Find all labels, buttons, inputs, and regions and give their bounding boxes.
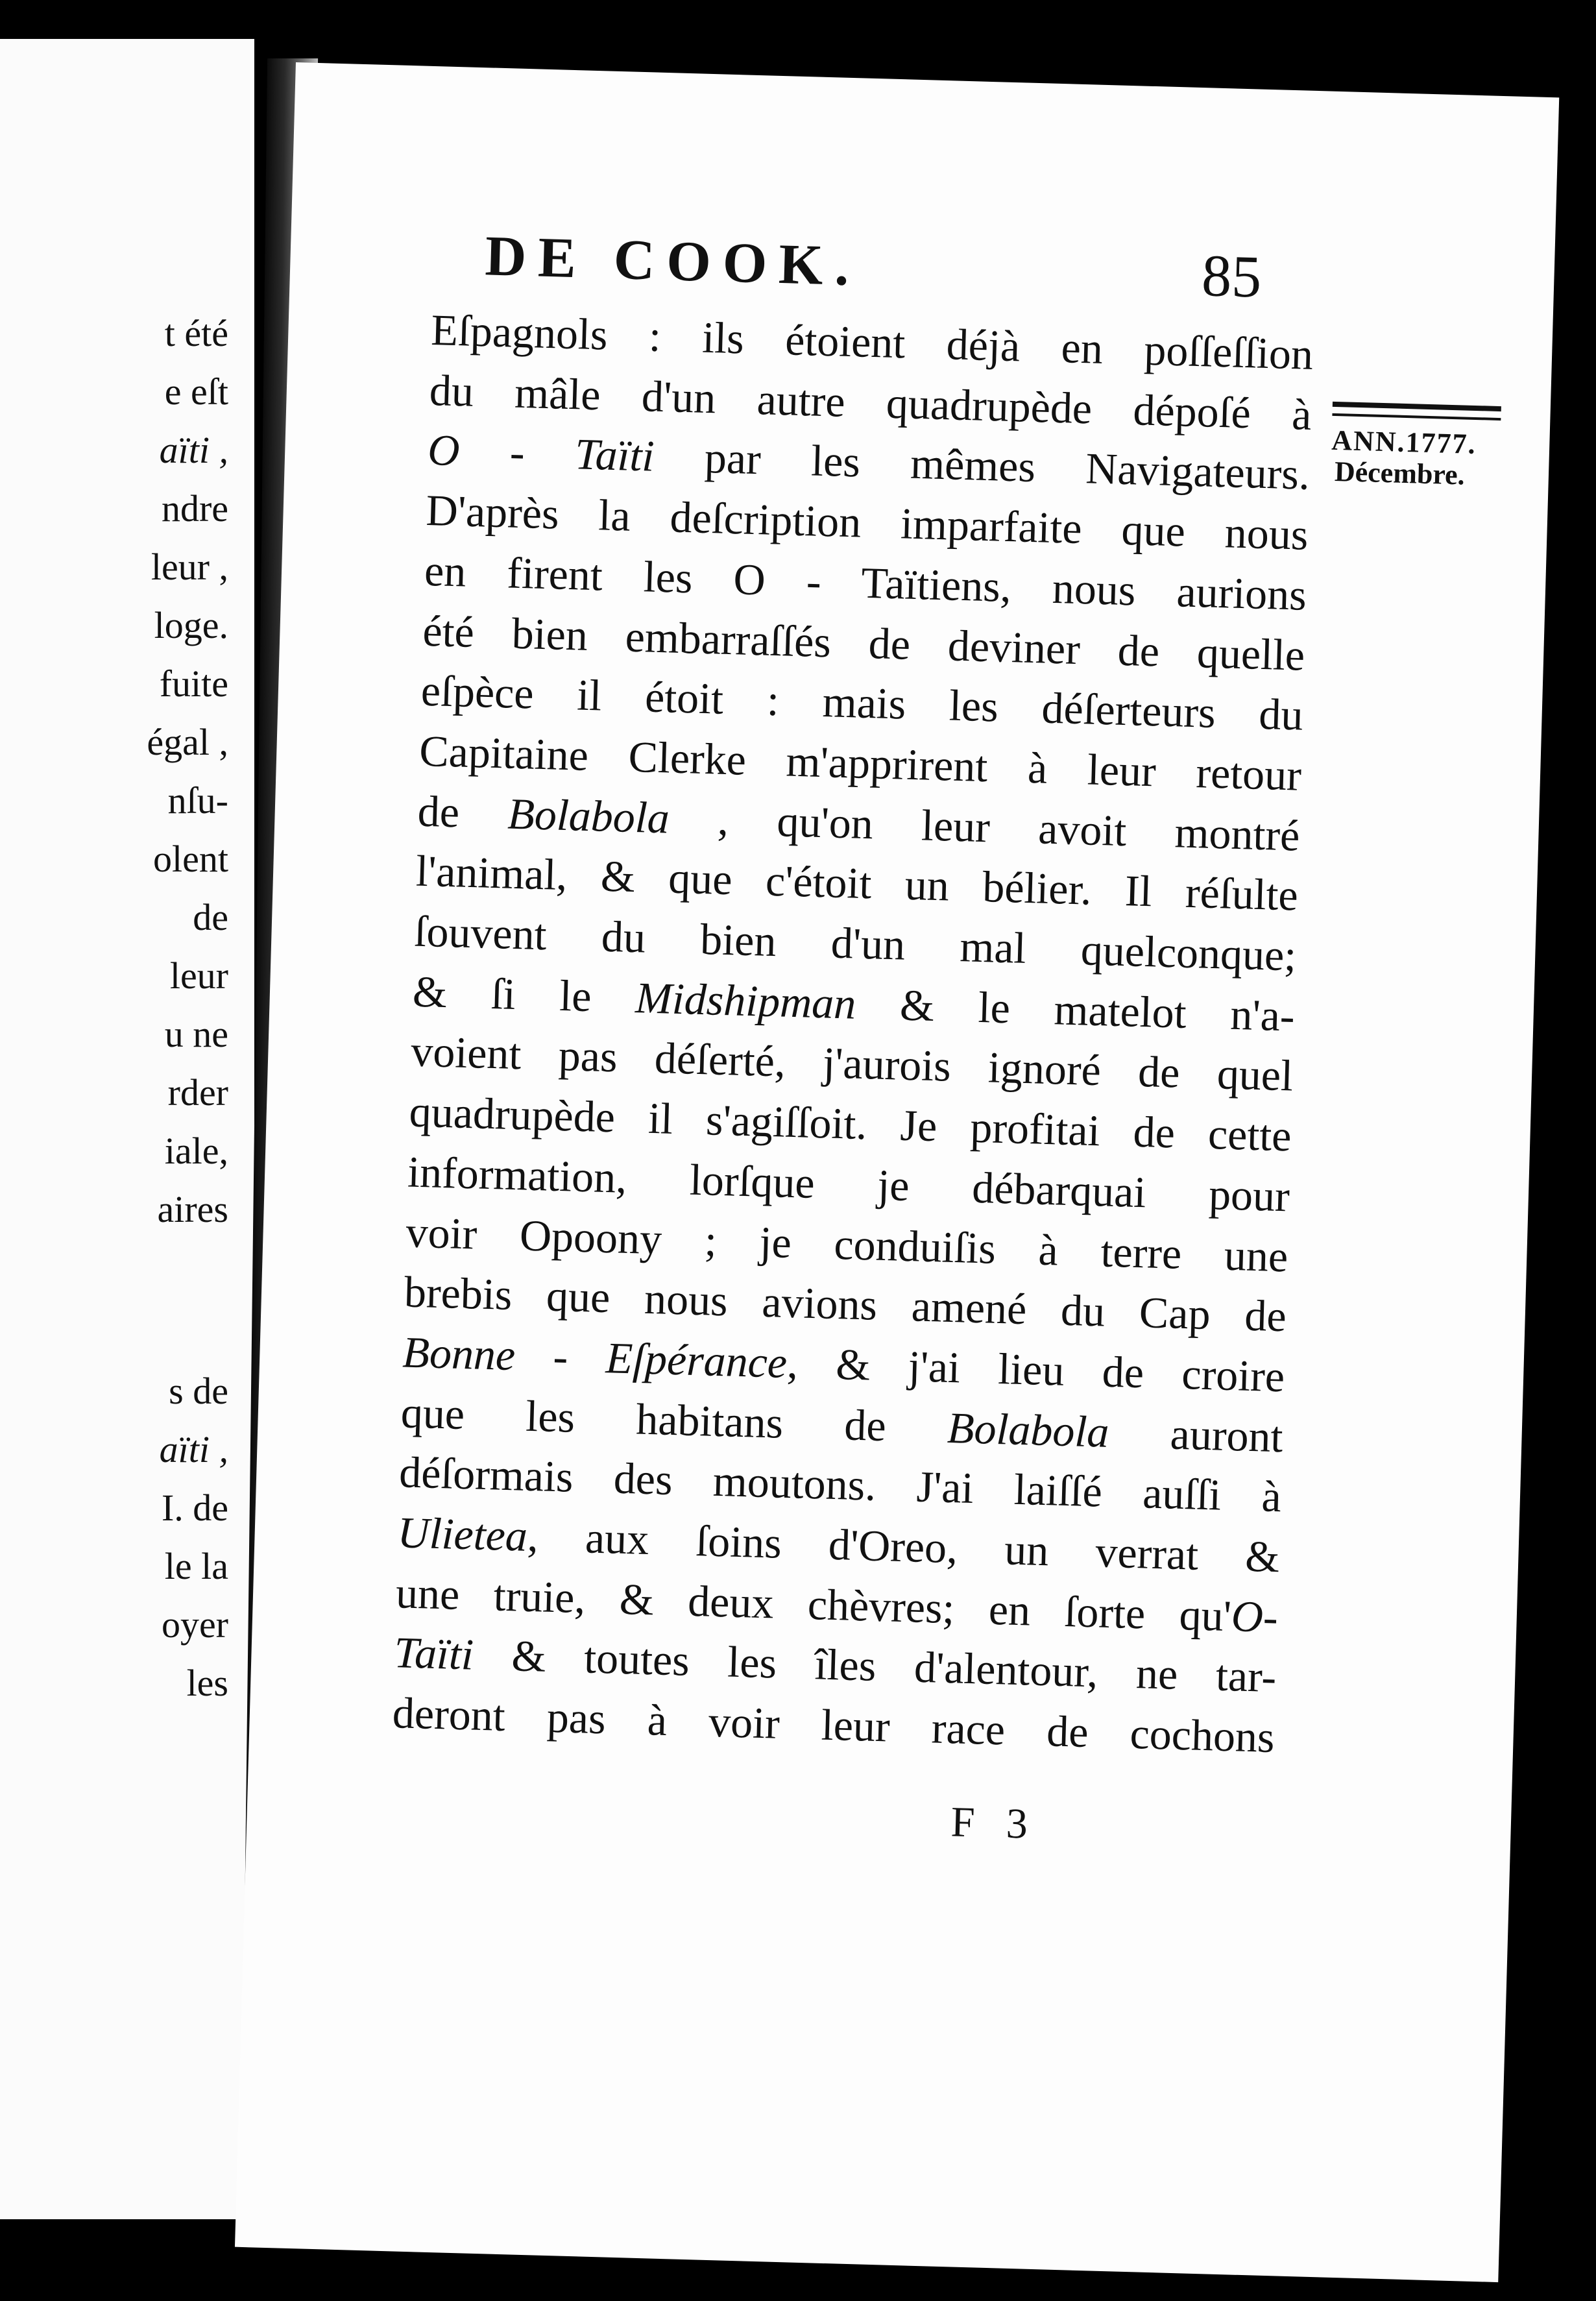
left-line-fragment: aires xyxy=(157,1188,228,1230)
left-line-fragment: les xyxy=(186,1662,228,1704)
left-line-fragment: u ne xyxy=(164,1013,228,1055)
left-line-fragment: rder xyxy=(167,1071,228,1114)
text-run: été bien embarraſſés de deviner de quelle xyxy=(422,605,1306,680)
italic-text: O- xyxy=(1230,1590,1279,1642)
margin-rule-thin xyxy=(1332,413,1501,420)
margin-note xyxy=(1330,402,1501,493)
text-run: deront pas à voir leur race de cochons xyxy=(391,1688,1276,1762)
left-line-fragment: nſu- xyxy=(167,779,228,822)
text-run: Eſpagnols : ils étoient déjà en poſſeſſion xyxy=(430,304,1314,379)
text-run: & le matelot n'a- xyxy=(855,979,1296,1041)
text-run: information, lorſque je débarquai pour xyxy=(407,1147,1290,1221)
text-run: & toutes les îles d'alentour, ne tar- xyxy=(472,1630,1277,1702)
left-line-fragment: aïti , xyxy=(159,1428,228,1470)
text-run: voient pas déſerté, j'aurois ignoré de quel xyxy=(410,1027,1294,1101)
text-run: du mâle d'un autre quadrupède dépoſé à xyxy=(428,365,1312,439)
text-run: par les mêmes Navigateurs. xyxy=(653,432,1311,500)
left-line-fragment: leur , xyxy=(151,546,228,588)
left-line-fragment: fuite xyxy=(159,663,228,705)
italic-text: Ulietea xyxy=(396,1507,528,1561)
text-run: une truie, & deux chèvres; en ſorte qu' xyxy=(395,1568,1233,1640)
left-line-fragment: loge. xyxy=(154,604,228,646)
margin-rule-thick xyxy=(1333,402,1501,411)
text-run: l'animal, & que c'étoit un bélier. Il réſulte xyxy=(415,846,1299,920)
text-run: que les habitans de xyxy=(400,1387,949,1452)
running-head: DE COOK. xyxy=(484,225,862,298)
left-line-fragment: t été xyxy=(164,312,228,354)
text-run: , qu'on leur avoit montré xyxy=(668,793,1301,860)
body-text xyxy=(392,300,1314,1768)
margin-note-year: ANN.1777. xyxy=(1331,424,1477,461)
italic-text: Bolabola xyxy=(507,788,670,843)
text-run: en firent les O - Taïtiens, nous aurions xyxy=(424,545,1307,620)
left-line-fragment: oyer xyxy=(161,1603,228,1646)
left-line-fragment: olent xyxy=(153,838,228,880)
text-run: Capitaine Clerke m'apprirent à leur retour xyxy=(418,725,1302,800)
text-run: voir Opoony ; je conduiſis à terre une xyxy=(405,1207,1289,1281)
left-line-fragment: iale, xyxy=(164,1130,228,1172)
italic-text: Bolabola xyxy=(947,1402,1110,1457)
text-run: de xyxy=(417,786,509,838)
signature-mark: F 3 xyxy=(950,1798,1039,1848)
italic-text: Midshipman xyxy=(635,972,857,1029)
left-page-fragment xyxy=(0,39,254,2219)
text-run: déſormais des moutons. J'ai laiſſé auſſi à xyxy=(398,1447,1282,1522)
margin-note-month: Décembre. xyxy=(1334,456,1466,491)
italic-text: O - Taïti xyxy=(427,425,655,481)
left-line-fragment: I. de xyxy=(161,1487,228,1529)
text-run: & ſi le xyxy=(412,966,636,1022)
left-line-fragment: e eſt xyxy=(164,371,228,413)
left-line-fragment: ndre xyxy=(161,487,228,530)
left-line-fragment: s de xyxy=(169,1370,228,1412)
italic-text: Taïti xyxy=(393,1627,474,1680)
text-run: ſouvent du bien d'un mal quelconque; xyxy=(413,906,1298,980)
text-run: brebis que nous avions amené du Cap de xyxy=(404,1267,1287,1341)
left-line-fragment: aïti , xyxy=(159,429,228,471)
text-run: auront xyxy=(1108,1407,1284,1461)
italic-text: Bonne - Eſpérance xyxy=(402,1327,788,1387)
text-run: quadrupède il s'agiſſoit. Je profitai de cette xyxy=(408,1086,1292,1161)
text-run: , & j'ai lieu de croire xyxy=(786,1337,1286,1402)
text-run: D'après la deſcription imparfaite que nous xyxy=(425,485,1309,559)
left-line-fragment: leur xyxy=(169,955,228,997)
right-page xyxy=(235,62,1559,2282)
left-line-fragment: de xyxy=(193,896,228,938)
left-line-fragment: le la xyxy=(164,1545,228,1587)
page-number: 85 xyxy=(1200,242,1263,310)
text-run: , aux ſoins d'Oreo, un verrat & xyxy=(526,1511,1281,1582)
text-run: eſpèce il étoit : mais les déſerteurs du xyxy=(420,666,1304,740)
left-line-fragment: égal , xyxy=(147,721,228,763)
